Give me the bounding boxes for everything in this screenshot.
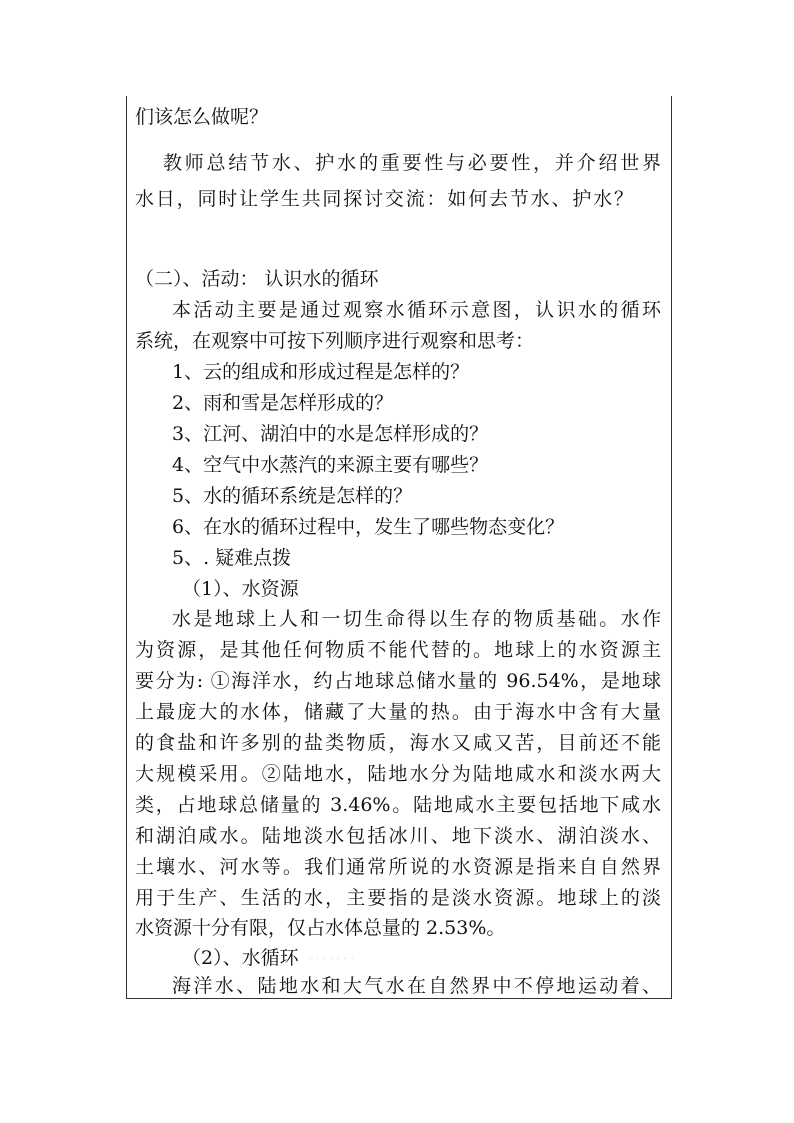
text-line: 海洋水、陆地水和大气水在自然界中不停地运动着、	[172, 975, 661, 997]
text-line: 的食盐和许多别的盐类物质，海水又咸又苦，目前还不能	[135, 732, 661, 754]
table-right-border	[671, 96, 672, 998]
text-line: 为资源，是其他任何物质不能代替的。地球上的水资源主	[135, 639, 661, 661]
list-item: 2、雨和雪是怎样形成的？	[172, 392, 394, 414]
subsection-heading: （1）、水资源	[182, 578, 299, 600]
text-line: 水资源十分有限，仅占水体总量的 2.53%。	[135, 917, 506, 939]
text-line: 教师总结节水、护水的重要性与必要性，并介绍世界	[163, 152, 661, 174]
list-item: 6、在水的循环过程中，发生了哪些物态变化？	[172, 516, 565, 538]
text-line: 水日，同时让学生共同探讨交流：如何去节水、护水？	[135, 188, 633, 210]
text-line: 要分为: ①海洋水，约占地球总储水量的 96.54%，是地球	[135, 670, 661, 692]
list-item: 4、空气中水蒸汽的来源主要有哪些？	[172, 454, 489, 476]
text-line: 土壤水、河水等。我们通常所说的水资源是指来自自然界	[135, 856, 661, 878]
text-line: 们该怎么做呢？	[135, 106, 269, 128]
text-line: 水是地球上人和一切生命得以生存的物质基础。水作	[172, 608, 661, 630]
subsection-heading-text: （2）、水循环	[182, 947, 299, 969]
table-left-border	[126, 96, 127, 998]
subsection-heading: 5、. 疑难点拨	[172, 547, 292, 569]
list-item: 5、水的循环系统是怎样的？	[172, 485, 413, 507]
faint-watermark: · · · · · · ·	[308, 952, 355, 965]
list-item: 1、云的组成和形成过程是怎样的？	[172, 361, 470, 383]
text-line: 类，占地球总储量的 3.46%。陆地咸水主要包括地下咸水	[135, 794, 661, 816]
text-line: 上最庞大的水体，储藏了大量的热。由于海水中含有大量	[135, 701, 661, 723]
subsection-heading	[182, 947, 354, 971]
text-line: 本活动主要是通过观察水循环示意图，认识水的循环	[172, 299, 661, 321]
section-heading: （二）、活动： 认识水的循环	[135, 268, 379, 290]
text-line: 大规模采用。②陆地水，陆地水分为陆地咸水和淡水两大	[135, 763, 661, 785]
text-line: 用于生产、生活的水，主要指的是淡水资源。地球上的淡	[135, 887, 661, 909]
list-item: 3、江河、湖泊中的水是怎样形成的？	[172, 423, 489, 445]
text-line: 和湖泊咸水。陆地淡水包括冰川、地下淡水、湖泊淡水、	[135, 825, 661, 847]
text-line: 系统，在观察中可按下列顺序进行观察和思考：	[135, 330, 535, 352]
